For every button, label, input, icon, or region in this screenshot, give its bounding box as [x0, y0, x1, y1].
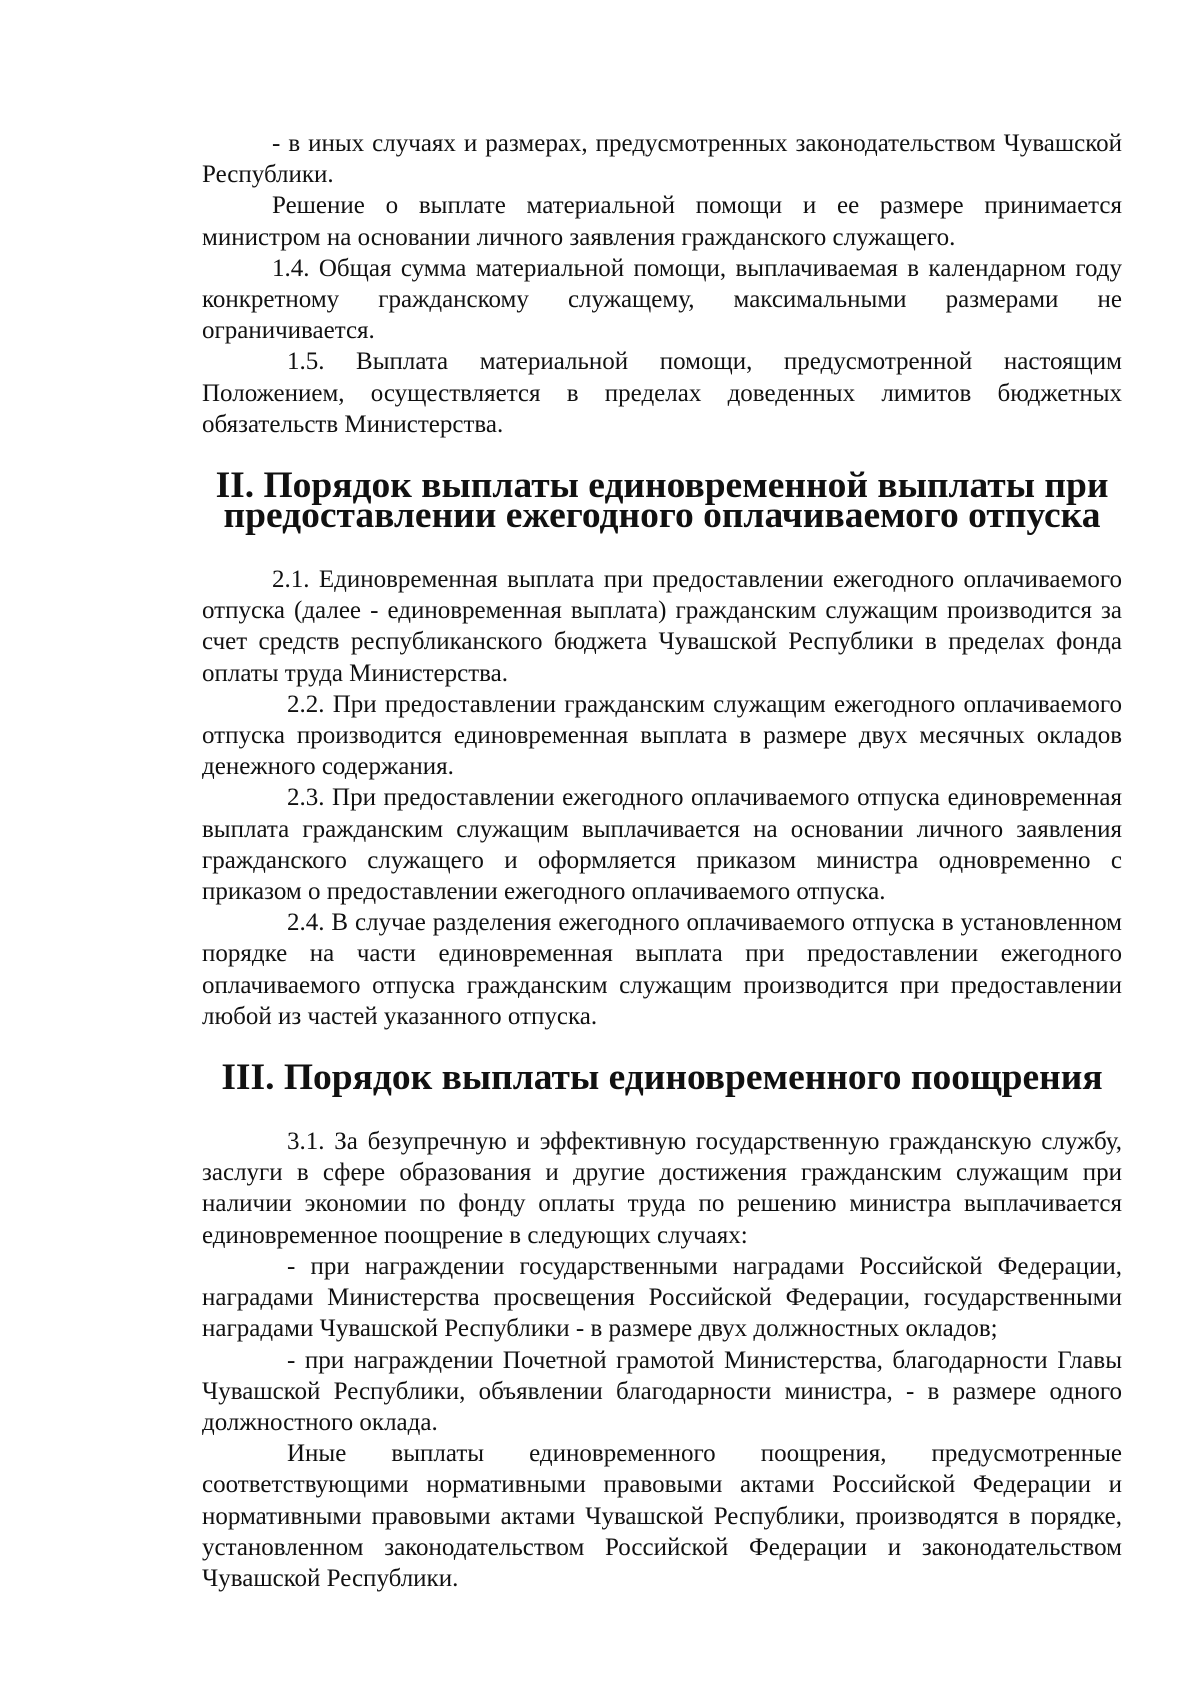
paragraph-other-payments: Иные выплаты единовременного поощрения, предусмотренные соответствующими нормативными правовыми актами Российской Федерации и нормативными правовыми актами Чувашской Республики, производятся в порядке, установленном законодательством Российской Федерации и законодательством Чувашской Республики.	[202, 1440, 1122, 1592]
document-page	[202, 128, 1122, 1594]
paragraph-decision: Решение о выплате материальной помощи и ее размере принимается министром на основании личного заявления гражданского служащего.	[202, 192, 1122, 251]
paragraph-other-cases: - в иных случаях и размерах, предусмотренных законодательством Чувашской Республики.	[202, 130, 1122, 189]
section-2-heading	[202, 465, 1122, 537]
list-item-state-awards: - при награждении государственными наградами Российской Федерации, наградами Министерства просвещения Российской Федерации, государственными наградами Чувашской Республики - в размере двух должностных окладов;	[202, 1252, 1122, 1343]
paragraph-2-3: 2.3. При предоставлении ежегодного оплачиваемого отпуска единовременная выплата гражданским служащим выплачивается на основании личного заявления гражданского служащего и оформляется приказом министра одновременно с приказом о предоставлении ежегодного оплачиваемого отпуска.	[202, 784, 1122, 906]
spacer	[202, 1093, 1122, 1126]
paragraph-2-1: 2.1. Единовременная выплата при предоставлении ежегодного оплачиваемого отпуска (далее - единовременная выплата) гражданским служащим производится за счет средств республиканского бюджета Чувашской Республики в пределах фонда оплаты труда Министерства.	[202, 566, 1122, 687]
paragraph-1-4: 1.4. Общая сумма материальной помощи, выплачиваемая в календарном году конкретному гражданскому служащему, максимальными размерами не ограничивается.	[202, 254, 1122, 345]
paragraph-3-1: 3.1. За безупречную и эффективную государственную гражданскую службу, заслуги в сфере образования и другие достижения гражданским служащим при наличии экономии по фонду оплаты труда по решению министра выплачивается единовременное поощрение в следующих случаях:	[202, 1128, 1122, 1249]
section-2-heading-line-1: II. Порядок выплаты единовременной выплаты при	[215, 465, 1109, 507]
section-2-heading-line-2: предоставлении ежегодного оплачиваемого отпуска	[223, 495, 1101, 537]
paragraph-1-5: 1.5. Выплата материальной помощи, предусмотренной настоящим Положением, осуществляется в пределах доведенных лимитов бюджетных обязательств Министерства.	[202, 348, 1122, 438]
section-3-heading: III. Порядок выплаты единовременного поощрения	[221, 1057, 1103, 1099]
list-item-honorary-certificate: - при награждении Почетной грамотой Министерства, благодарности Главы Чувашской Республики, объявлении благодарности министра, - в размере одного должностного оклада.	[202, 1346, 1122, 1436]
paragraph-2-4: 2.4. В случае разделения ежегодного оплачиваемого отпуска в установленном порядке на части единовременная выплата при предоставлении ежегодного оплачиваемого отпуска гражданским служащим производится при предоставлении любой из частей указанного отпуска.	[202, 909, 1122, 1030]
paragraph-2-2: 2.2. При предоставлении гражданским служащим ежегодного оплачиваемого отпуска производится единовременная выплата в размере двух месячных окладов денежного содержания.	[202, 690, 1122, 781]
